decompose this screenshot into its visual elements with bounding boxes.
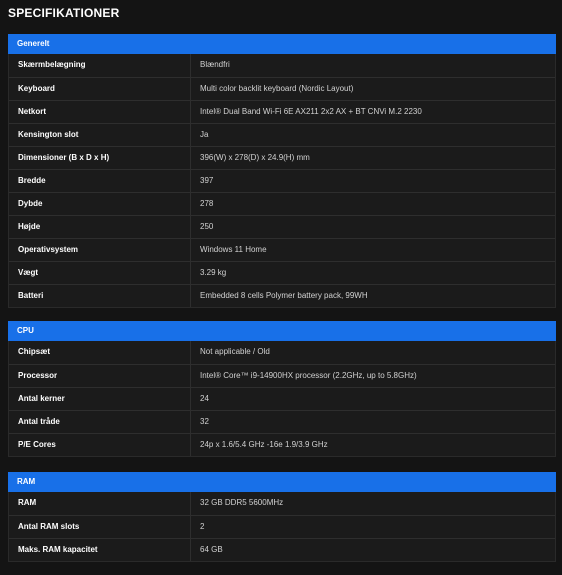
spec-label: Operativsystem: [9, 239, 191, 261]
section-header-generelt: Generelt: [8, 34, 556, 54]
spec-label: Keyboard: [9, 78, 191, 100]
spec-label: Netkort: [9, 101, 191, 123]
spec-row-ram: [9, 492, 555, 515]
spec-row-antal-traade: [9, 410, 555, 433]
spec-value: Intel® Core™ i9-14900HX processor (2.2GHz, up to 5.8GHz): [200, 371, 417, 380]
spec-row-hoejde: [9, 215, 555, 238]
page-title: SPECIFIKATIONER: [8, 6, 120, 20]
section-header-cpu: CPU: [8, 321, 556, 341]
spec-label: Skærmbelægning: [9, 54, 191, 77]
spec-value: 3.29 kg: [200, 268, 227, 277]
spec-value: 250: [200, 222, 214, 231]
spec-value: 64 GB: [200, 545, 223, 554]
spec-row-kensington-slot: [9, 123, 555, 146]
spec-label: Maks. RAM kapacitet: [9, 539, 191, 561]
spec-label: P/E Cores: [9, 434, 191, 456]
spec-row-chipsaet: [9, 341, 555, 364]
spec-row-skaermbelaegning: [9, 54, 555, 77]
spec-value: Not applicable / Old: [200, 347, 270, 356]
spec-value: Embedded 8 cells Polymer battery pack, 99WH: [200, 291, 368, 300]
spec-label: Processor: [9, 365, 191, 387]
spec-label: Batteri: [9, 285, 191, 307]
spec-value: Windows 11 Home: [200, 245, 267, 254]
spec-label: RAM: [9, 492, 191, 515]
spec-row-processor: [9, 364, 555, 387]
spec-row-netkort: [9, 100, 555, 123]
spec-row-dybde: [9, 192, 555, 215]
spec-value: Multi color backlit keyboard (Nordic Layout): [200, 84, 354, 93]
section-cpu: [8, 321, 556, 457]
spec-value: 24p x 1.6/5.4 GHz -16e 1.9/3.9 GHz: [200, 440, 328, 449]
section-ram: [8, 472, 556, 562]
spec-label: Kensington slot: [9, 124, 191, 146]
spec-row-dimensioner: [9, 146, 555, 169]
spec-value: 397: [200, 176, 214, 185]
spec-row-antal-ram-slots: [9, 515, 555, 538]
spec-label: Vægt: [9, 262, 191, 284]
spec-row-keyboard: [9, 77, 555, 100]
spec-row-operativsystem: [9, 238, 555, 261]
spec-label: Chipsæt: [9, 341, 191, 364]
spec-value: 396(W) x 278(D) x 24.9(H) mm: [200, 153, 310, 162]
spec-value: 32: [200, 417, 209, 426]
spec-label: Antal tråde: [9, 411, 191, 433]
spec-value: 2: [200, 522, 205, 531]
spec-value: Ja: [200, 130, 209, 139]
spec-label: Antal RAM slots: [9, 516, 191, 538]
spec-value: 32 GB DDR5 5600MHz: [200, 498, 284, 507]
spec-label: Højde: [9, 216, 191, 238]
spec-value: 24: [200, 394, 209, 403]
spec-value: 278: [200, 199, 214, 208]
section-generelt: [8, 34, 556, 308]
spec-row-antal-kerner: [9, 387, 555, 410]
section-header-ram: RAM: [8, 472, 556, 492]
spec-label: Bredde: [9, 170, 191, 192]
spec-row-vaegt: [9, 261, 555, 284]
spec-row-batteri: [9, 284, 555, 307]
spec-label: Antal kerner: [9, 388, 191, 410]
spec-row-bredde: [9, 169, 555, 192]
spec-label: Dybde: [9, 193, 191, 215]
spec-row-maks-ram-kapacitet: [9, 538, 555, 561]
spec-value: Blændfri: [200, 60, 230, 69]
spec-value: Intel® Dual Band Wi-Fi 6E AX211 2x2 AX + BT CNVi M.2 2230: [200, 107, 422, 116]
spec-row-pe-cores: [9, 433, 555, 456]
spec-label: Dimensioner (B x D x H): [9, 147, 191, 169]
